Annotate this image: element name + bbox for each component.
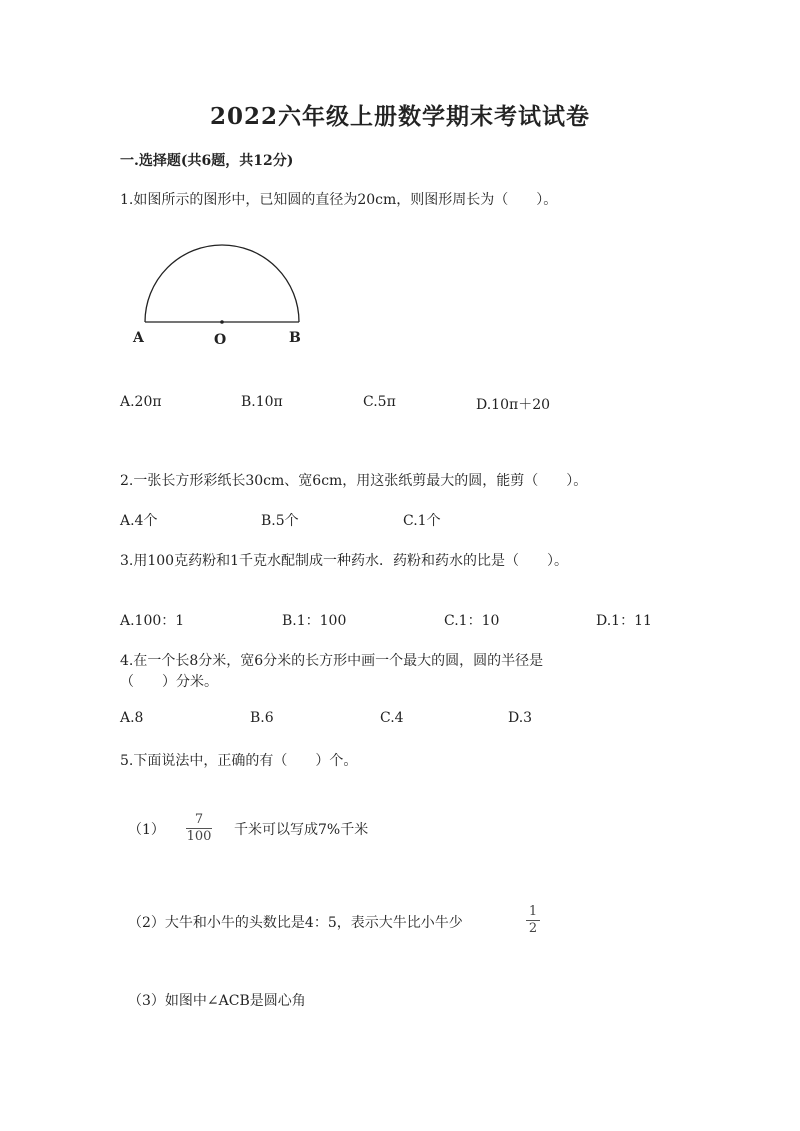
q3-option-c: C.1：10 (444, 613, 500, 629)
question-1-stem: 1.如图所示的图形中，已知圆的直径为20cm，则图形周长为（ ）。 (120, 192, 558, 208)
label-a: A (133, 330, 144, 346)
semicircle-arc (145, 245, 299, 322)
statement-2-fraction (524, 904, 542, 937)
q4-option-a: A.8 (120, 710, 144, 726)
question-5-stem: 5.下面说法中，正确的有（ ）个。 (120, 753, 358, 769)
statement-2-numerator: 1 (528, 904, 538, 919)
statement-2-denominator: 2 (528, 921, 538, 936)
question-4-stem-line1: 4.在一个长8分米，宽6分米的长方形中画一个最大的圆，圆的半径是 (120, 653, 544, 669)
statement-3-text: （3）如图中∠ACB是圆心角 (128, 993, 306, 1009)
q2-option-a: A.4个 (120, 513, 158, 529)
q3-option-a: A.100：1 (120, 613, 185, 629)
q4-option-c: C.4 (380, 710, 404, 726)
section-heading: 一.选择题(共6题，共12分) (120, 153, 294, 169)
center-point (220, 320, 224, 324)
label-o: O (214, 332, 227, 348)
q2-option-b: B.5个 (261, 513, 299, 529)
q2-option-c: C.1个 (403, 513, 441, 529)
q4-option-b: B.6 (250, 710, 274, 726)
statement-1-index: （1） (128, 822, 165, 838)
statement-2-text: （2）大牛和小牛的头数比是4：5，表示大牛比小牛少 (128, 915, 463, 931)
q1-option-d: D.10π＋20 (476, 397, 551, 413)
q4-option-d: D.3 (508, 710, 533, 726)
q1-option-c: C.5π (363, 394, 396, 410)
q1-option-a: A.20π (120, 394, 162, 410)
label-b: B (289, 330, 301, 346)
question-3-stem: 3.用100克药粉和1千克水配制成一种药水．药粉和药水的比是（ ）。 (120, 553, 568, 569)
q3-option-d: D.1：11 (596, 613, 652, 629)
q1-option-b: B.10π (241, 394, 283, 410)
statement-1-fraction (184, 812, 214, 845)
statement-1-text: 千米可以写成7%千米 (234, 822, 369, 838)
statement-1-denominator: 100 (186, 829, 212, 844)
question-4-stem-line2: （ ）分米。 (120, 674, 218, 690)
page-title: 2022六年级上册数学期末考试试卷 (209, 103, 590, 130)
statement-1-numerator: 7 (194, 812, 204, 827)
q3-option-b: B.1：100 (282, 613, 347, 629)
semicircle-figure (125, 235, 325, 355)
question-2-stem: 2.一张长方形彩纸长30cm、宽6cm，用这张纸剪最大的圆，能剪（ ）。 (120, 473, 588, 489)
